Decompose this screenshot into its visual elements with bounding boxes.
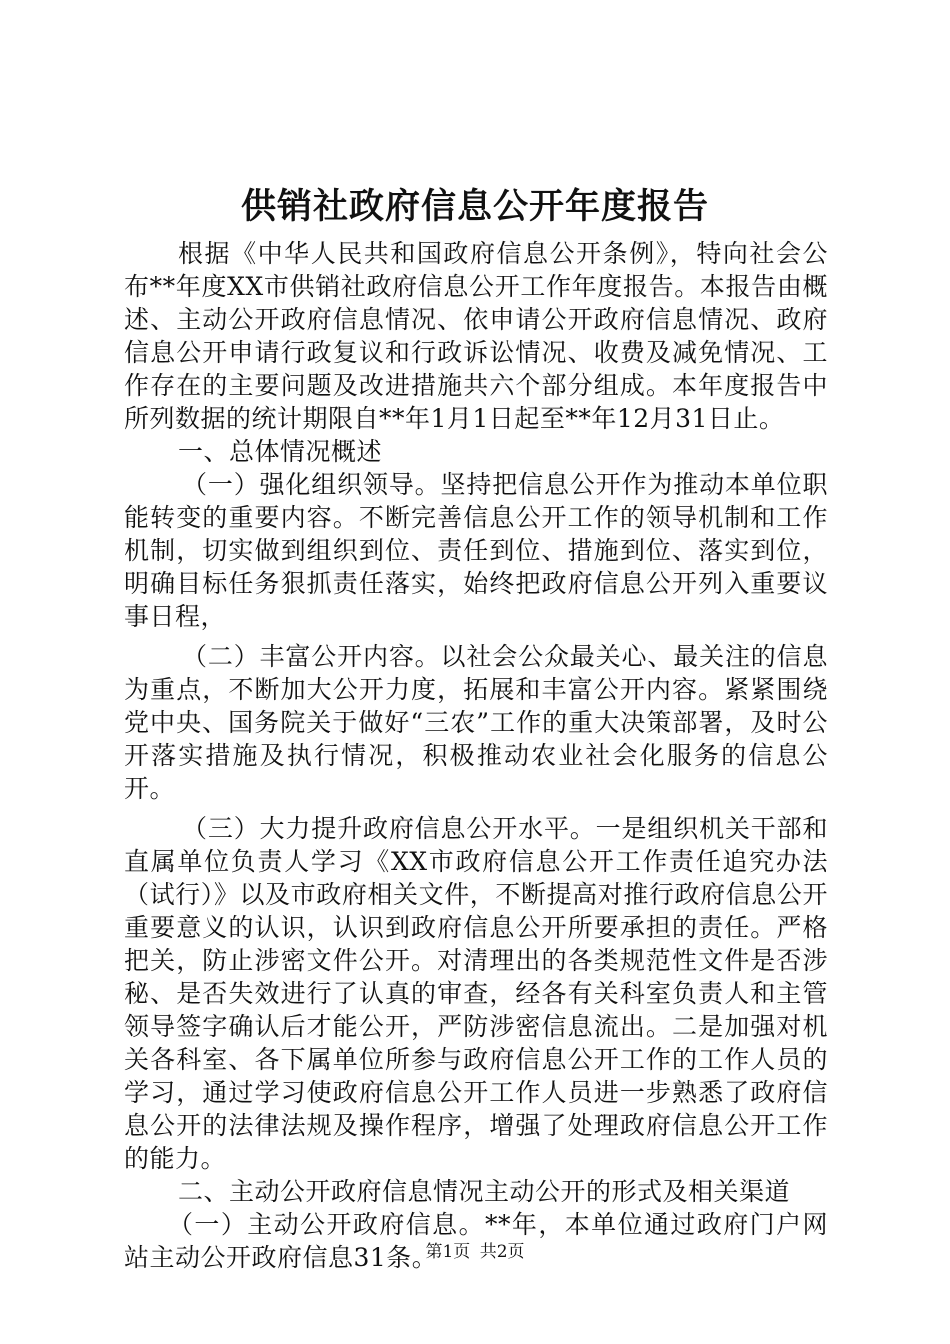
paragraph-content: （二）丰富公开内容。以社会公众最关心、最关注的信息为重点，不断加大公开力度，拓展和丰富公开内容。紧紧围绕党中央、国务院关于做好“三农”工作的重大决策部署，及时公开落实措施及执行情况，积极推动农业社会化服务的信息公开。 xyxy=(124,642,828,803)
document-body xyxy=(124,237,828,1274)
intro-paragraph: 根据《中华人民共和国政府信息公开条例》，特向社会公布**年度XX市供销社政府信息公开工作年度报告。本报告由概述、主动公开政府信息情况、依申请公开政府信息情况、政府信息公开申请行政复议和行政诉讼情况、收费及减免情况、工作存在的主要问题及改进措施共六个部分组成。本年度报告中所列数据的统计期限自**年1月1日起至**年12月31日止。 xyxy=(124,239,828,433)
document-title: 供销社政府信息公开年度报告 xyxy=(240,186,709,227)
section-heading-2: 二、主动公开政府信息情况主动公开的形式及相关渠道 xyxy=(178,1177,791,1206)
page-footer xyxy=(0,1240,950,1264)
paragraph-organization: （一）强化组织领导。坚持把信息公开作为推动本单位职能转变的重要内容。不断完善信息公开工作的领导机制和工作机制，切实做到组织到位、责任到位、措施到位、落实到位，明确目标任务狠抓责任落实，始终把政府信息公开列入重要议事日程， xyxy=(124,470,828,631)
paragraph-active-disclosure: （一）主动公开政府信息。**年，本单位通过政府门户网站主动公开政府信息31条。 xyxy=(124,1210,828,1272)
paragraph-level: （三）大力提升政府信息公开水平。一是组织机关干部和直属单位负责人学习《XX市政府信息公开工作责任追究办法（试行）》以及市政府相关文件，不断提高对推行政府信息公开重要意义的认识，认识到政府信息公开所要承担的责任。严格把关，防止涉密文件公开。对清理出的各类规范性文件是否涉秘、是否失效进行了认真的审查，经各有关科室负责人和主管领导签字确认后才能公开，严防涉密信息流出。二是加强对机关各科室、各下属单位所参与政府信息公开工作的工作人员的学习，通过学习使政府信息公开工作人员进一步熟悉了政府信息公开的法律法规及操作程序，增强了处理政府信息公开工作的能力。 xyxy=(124,814,828,1173)
page-number: 第1页 xyxy=(425,1242,471,1262)
section-heading-1: 一、总体情况概述 xyxy=(178,437,383,466)
page-total: 共2页 xyxy=(479,1242,525,1262)
